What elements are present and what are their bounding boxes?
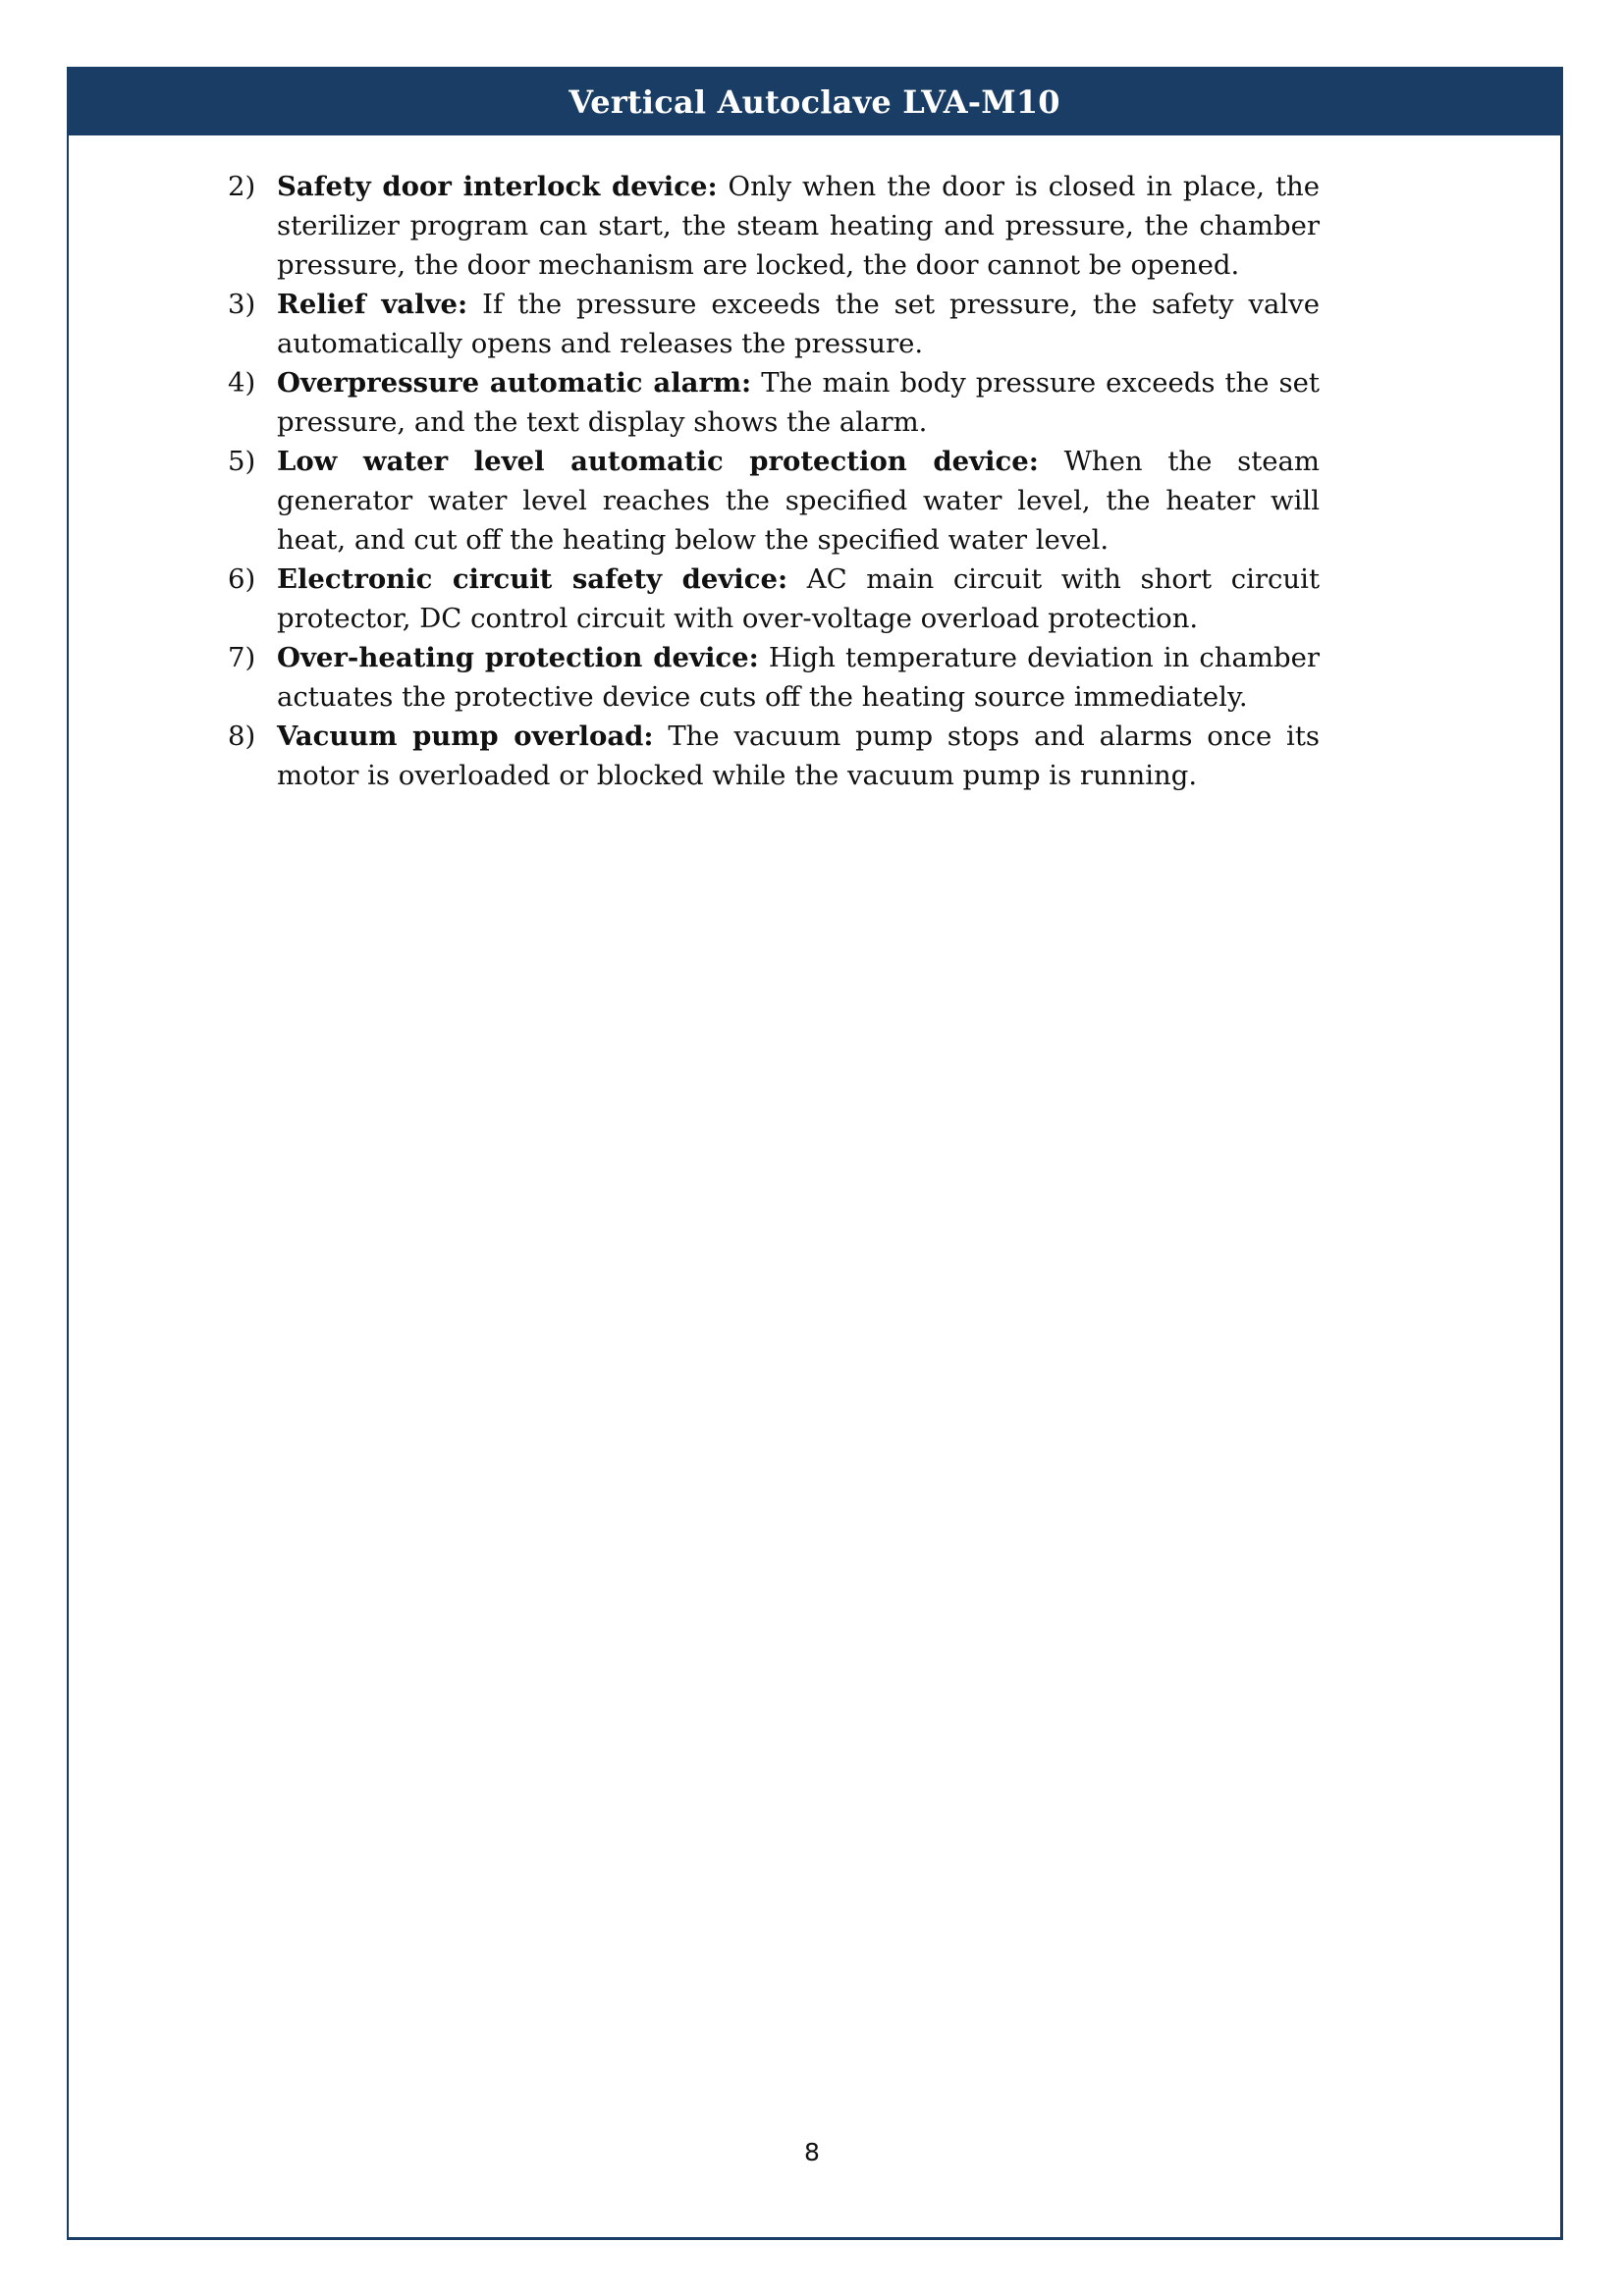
item-text: If the pressure exceeds the set pressure, the safety valve automatically opens and releases the pressure.	[277, 289, 1320, 359]
item-number: 2)	[228, 171, 256, 202]
item-text: The vacuum pump stops and alarms once its motor is overloaded or blocked while the vacuum pump is running.	[277, 721, 1320, 791]
item-number: 7)	[228, 642, 256, 673]
item-number: 8)	[228, 721, 256, 752]
item-number: 6)	[228, 563, 256, 595]
item-term: Relief valve:	[277, 289, 468, 320]
header-bar	[69, 69, 1560, 135]
item-term: Vacuum pump overload:	[277, 721, 654, 752]
item-text: When the steam generator water level reaches the specified water level, the heater will heat, and cut off the heating below the specified water level.	[277, 446, 1320, 556]
item-number: 4)	[228, 367, 256, 399]
safety-features-list	[228, 167, 1320, 795]
item-term: Overpressure automatic alarm:	[277, 367, 752, 399]
item-term: Electronic circuit safety device:	[277, 563, 788, 595]
item-number: 5)	[228, 446, 256, 477]
document-title: Vertical Autoclave LVA-M10	[568, 83, 1060, 121]
list-item	[228, 285, 1320, 363]
item-text: AC main circuit with short circuit protector, DC control circuit with over-voltage overload protection.	[277, 563, 1320, 634]
item-term: Over-heating protection device:	[277, 642, 759, 673]
item-number: 3)	[228, 289, 256, 320]
list-item	[228, 363, 1320, 442]
list-item	[228, 167, 1320, 285]
list-item	[228, 638, 1320, 717]
page-number: 8	[804, 2138, 820, 2166]
list-item	[228, 442, 1320, 560]
item-text: Only when the door is closed in place, the sterilizer program can start, the steam heating and pressure, the chamber pressure, the door mechanism are locked, the door cannot be opened.	[277, 171, 1320, 281]
item-text: High temperature deviation in chamber actuates the protective device cuts off the heating source immediately.	[277, 642, 1320, 713]
item-text: The main body pressure exceeds the set pressure, and the text display shows the alarm.	[277, 367, 1320, 438]
item-term: Safety door interlock device:	[277, 171, 718, 202]
item-term: Low water level automatic protection device:	[277, 446, 1039, 477]
list-item	[228, 717, 1320, 795]
list-item	[228, 560, 1320, 638]
